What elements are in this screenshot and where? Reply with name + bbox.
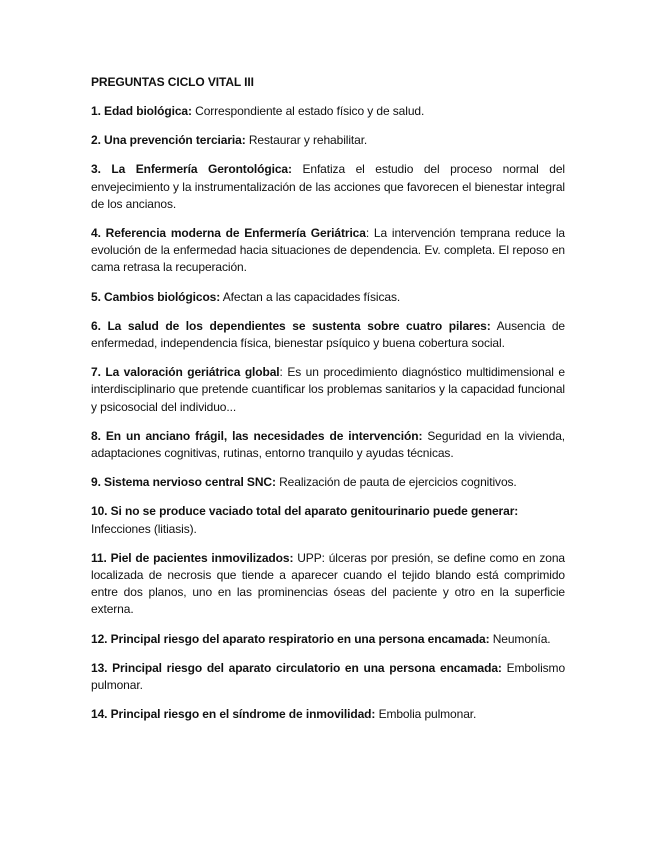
qa-item-11 xyxy=(91,550,565,619)
qa-item-2 xyxy=(91,132,565,149)
question-10: 10. Si no se produce vaciado total del aparato genitourinario puede generar: xyxy=(91,504,519,519)
question-1: 1. Edad biológica: xyxy=(91,104,192,118)
qa-item-10 xyxy=(91,503,565,537)
question-6: 6. La salud de los dependientes se sustenta sobre cuatro pilares: xyxy=(91,318,491,333)
answer-1: Correspondiente al estado físico y de salud. xyxy=(195,104,425,118)
question-14: 14. Principal riesgo en el síndrome de inmovilidad: xyxy=(91,707,376,722)
document-page xyxy=(91,74,565,735)
answer-4: : La intervención temprana reduce la evolución de la enfermedad hacia situaciones de dependencia. Ev. completa. El reposo en cama retrasa la recuperación. xyxy=(91,226,566,275)
question-9: 9. Sistema nervioso central SNC: xyxy=(91,475,276,490)
answer-12: Neumonía. xyxy=(492,631,551,646)
question-12: 12. Principal riesgo del aparato respiratorio en una persona encamada: xyxy=(91,631,490,646)
answer-3: Enfatiza el estudio del proceso normal del envejecimiento y la instrumentalización de las acciones que favorecen el bienestar integral de los ancianos. xyxy=(91,162,565,211)
qa-item-13 xyxy=(91,660,565,694)
question-5: 5. Cambios biológicos: xyxy=(91,289,221,304)
qa-item-7 xyxy=(91,364,565,416)
question-4: 4. Referencia moderna de Enfermería Geriátrica xyxy=(91,226,366,241)
qa-item-1 xyxy=(91,103,565,120)
qa-item-12 xyxy=(91,631,565,648)
question-2: 2. Una prevención terciaria: xyxy=(91,133,246,148)
answer-5: Afectan a las capacidades físicas. xyxy=(222,289,401,304)
qa-item-6 xyxy=(91,318,565,352)
question-8: 8. En un anciano frágil, las necesidades de intervención: xyxy=(91,428,423,443)
answer-9: Realización de pauta de ejercicios cognitivos. xyxy=(279,475,517,490)
qa-item-4 xyxy=(91,225,565,277)
question-3: 3. La Enfermería Gerontológica: xyxy=(91,162,292,177)
answer-11: UPP: úlceras por presión, se define como en zona localizada de necrosis que tiende a aparecer cuando el tejido blando está comprimido entre dos planos, uno en las prominencias óseas del paciente y otro en la superficie externa. xyxy=(91,550,566,617)
qa-item-9 xyxy=(91,474,565,491)
question-7: 7. La valoración geriátrica global xyxy=(91,365,280,380)
answer-7: : Es un procedimiento diagnóstico multidimensional e interdisciplinario que pretende cuantificar los problemas sanitarios y la capacidad funcional y psicosocial del individuo... xyxy=(91,365,565,414)
answer-2: Restaurar y rehabilitar. xyxy=(248,133,368,148)
answer-8: Seguridad en la vivienda, adaptaciones cognitivas, rutinas, entorno tranquilo y ayudas técnicas. xyxy=(91,428,566,461)
qa-item-14 xyxy=(91,706,565,723)
qa-item-8 xyxy=(91,428,565,462)
answer-14: Embolia pulmonar. xyxy=(378,707,477,722)
question-11: 11. Piel de pacientes inmovilizados: xyxy=(91,550,294,565)
answer-13: Embolismo pulmonar. xyxy=(91,660,566,693)
question-13: 13. Principal riesgo del aparato circulatorio en una persona encamada: xyxy=(91,660,502,675)
answer-6: Ausencia de enfermedad, independencia física, bienestar psíquico y buena cobertura social. xyxy=(91,318,565,351)
qa-item-3 xyxy=(91,161,565,213)
qa-item-5 xyxy=(91,289,565,306)
answer-10: Infecciones (litiasis). xyxy=(91,521,197,536)
document-title: PREGUNTAS CICLO VITAL III xyxy=(91,75,254,89)
